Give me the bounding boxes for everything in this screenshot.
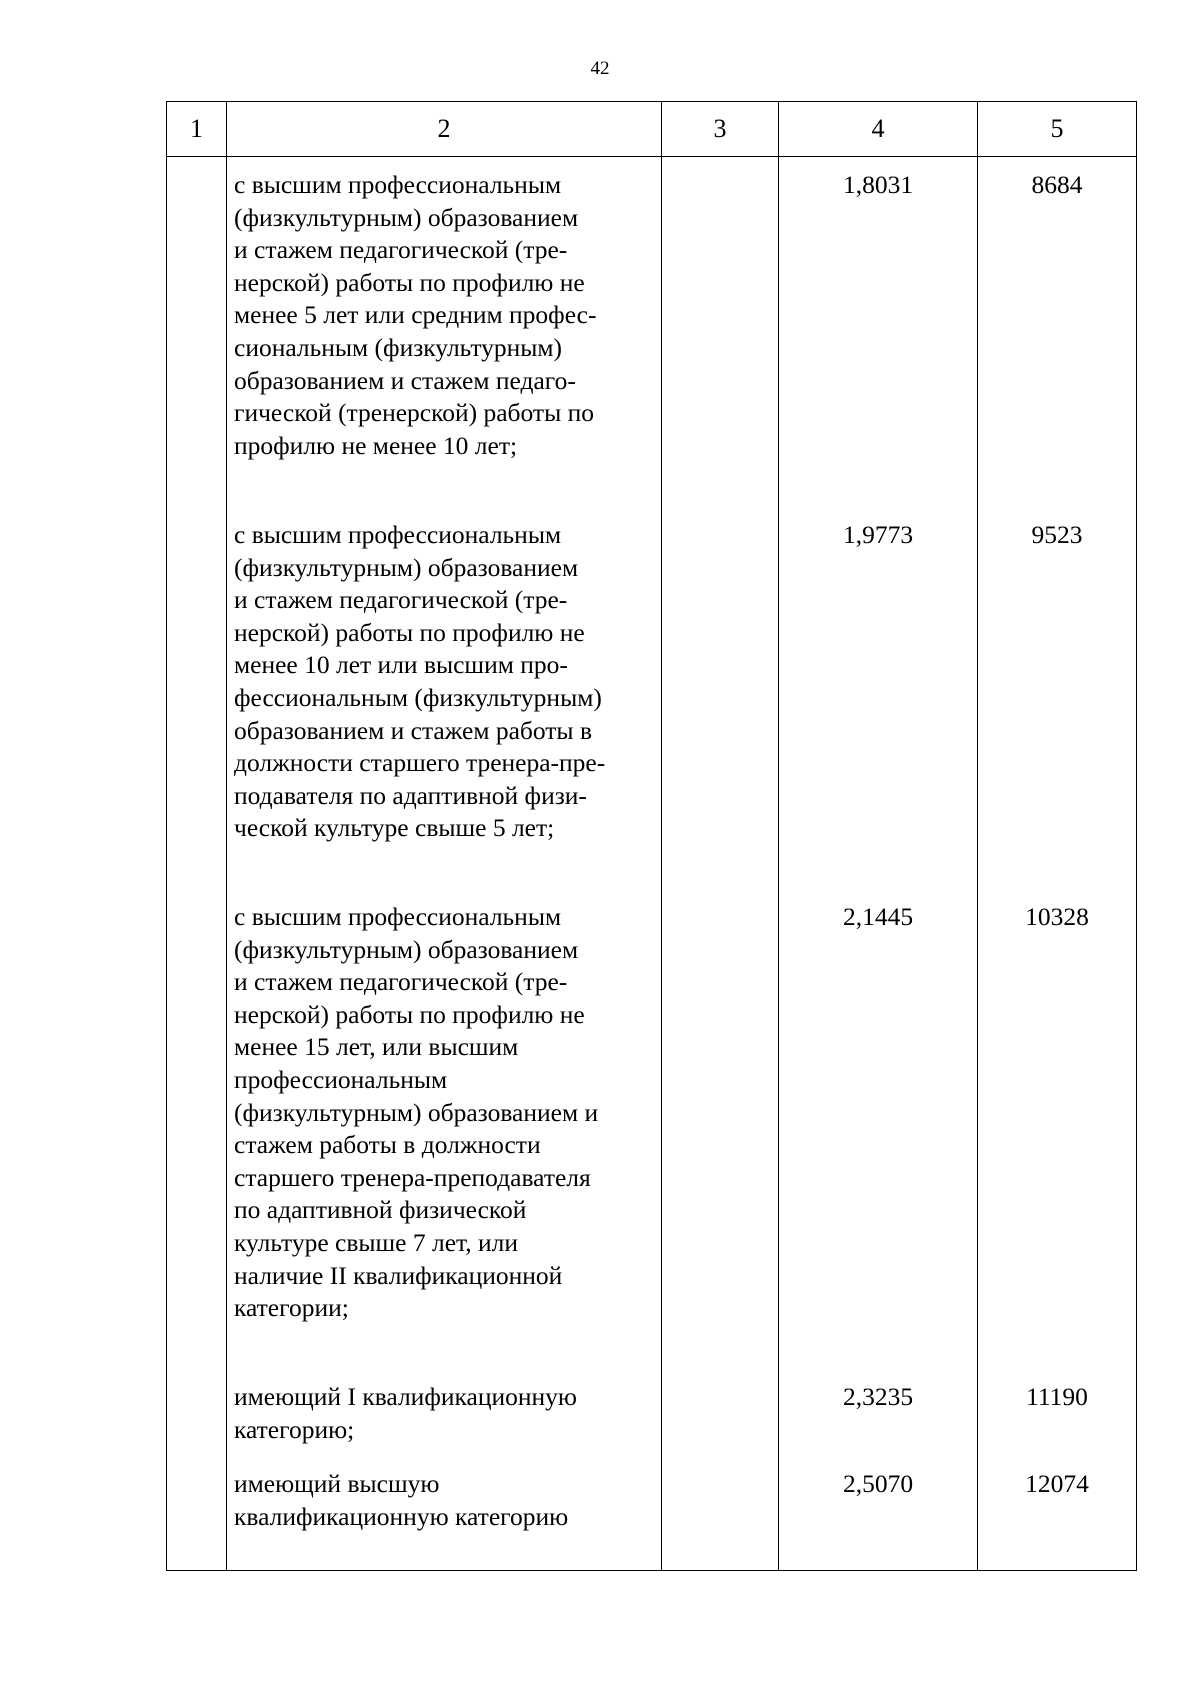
entry-amount: 12074: [1025, 1469, 1089, 1498]
entry-description: с высшим профессиональным (физкультурным) образованием и стажем педагогической (тре- нерской) работы по профилю не менее 5 лет или средним профес- сиональным (физкультурным) образованием и стажем педаго- гической (тренерской) работы по профилю не менее 10 лет;: [234, 170, 597, 460]
column-header-2: 2: [227, 102, 662, 157]
table-body-row: [167, 157, 1137, 1571]
column-3-cell: [662, 157, 779, 1571]
entry-1-coefficient-block: [779, 169, 977, 519]
entry-coefficient: 2,3235: [842, 1382, 914, 1411]
entry-4-coefficient-block: [779, 1381, 977, 1468]
entry-amount: 8684: [1031, 170, 1083, 199]
entry-5-amount-block: [978, 1468, 1136, 1501]
page-number: 42: [590, 58, 610, 79]
entry-1-amount-block: [978, 169, 1136, 519]
column-header-4: 4: [779, 102, 978, 157]
column-header-3: 3: [662, 102, 779, 157]
salary-coefficient-table: [166, 101, 1137, 1571]
entry-2-amount-block: [978, 519, 1136, 901]
entry-coefficient: 1,8031: [842, 170, 914, 199]
entry-3-amount-block: [978, 901, 1136, 1381]
entry-3-coefficient-block: [779, 901, 977, 1381]
column-header-1: 1: [167, 102, 227, 157]
entry-3-text-block: [234, 901, 649, 1381]
entry-coefficient: 1,9773: [842, 520, 914, 549]
entry-4-amount-block: [978, 1381, 1136, 1468]
entry-4-text-block: [234, 1381, 649, 1468]
description-column: [227, 157, 662, 1571]
entry-coefficient: 2,5070: [842, 1469, 914, 1498]
coefficient-column: [779, 157, 978, 1571]
table-header-row: [167, 102, 1137, 157]
entry-amount: 10328: [1025, 902, 1089, 931]
entry-5-coefficient-block: [779, 1468, 977, 1501]
entry-2-coefficient-block: [779, 519, 977, 901]
column-1-cell: [167, 157, 227, 1571]
entry-amount: 11190: [1026, 1382, 1088, 1411]
amount-column: [978, 157, 1137, 1571]
entry-2-text-block: [234, 519, 649, 901]
entry-description: с высшим профессиональным (физкультурным) образованием и стажем педагогической (тре- нерской) работы по профилю не менее 15 лет, или высшим профессиональным (физкультурным) образованием и стажем работы в должности старшего тренера-преподавателя по адаптивной физической культуре свыше 7 лет, или наличие II квалификационной категории;: [234, 902, 599, 1323]
entry-1-text-block: [234, 169, 649, 519]
entry-5-text-block: [234, 1468, 649, 1533]
column-header-5: 5: [978, 102, 1137, 157]
entry-description: с высшим профессиональным (физкультурным) образованием и стажем педагогической (тре- нерской) работы по профилю не менее 10 лет или высшим про- фессиональным (физкультурным) образованием и стажем работы в должности старшего тренера-пре- подавателя по адаптивной физи- ческой культуре свыше 5 лет;: [234, 520, 606, 843]
entry-description: имеющий высшую квалификационную категорию: [234, 1469, 569, 1531]
entry-description: имеющий I квалификационную категорию;: [234, 1382, 577, 1444]
entry-coefficient: 2,1445: [842, 902, 914, 931]
entry-amount: 9523: [1031, 520, 1083, 549]
